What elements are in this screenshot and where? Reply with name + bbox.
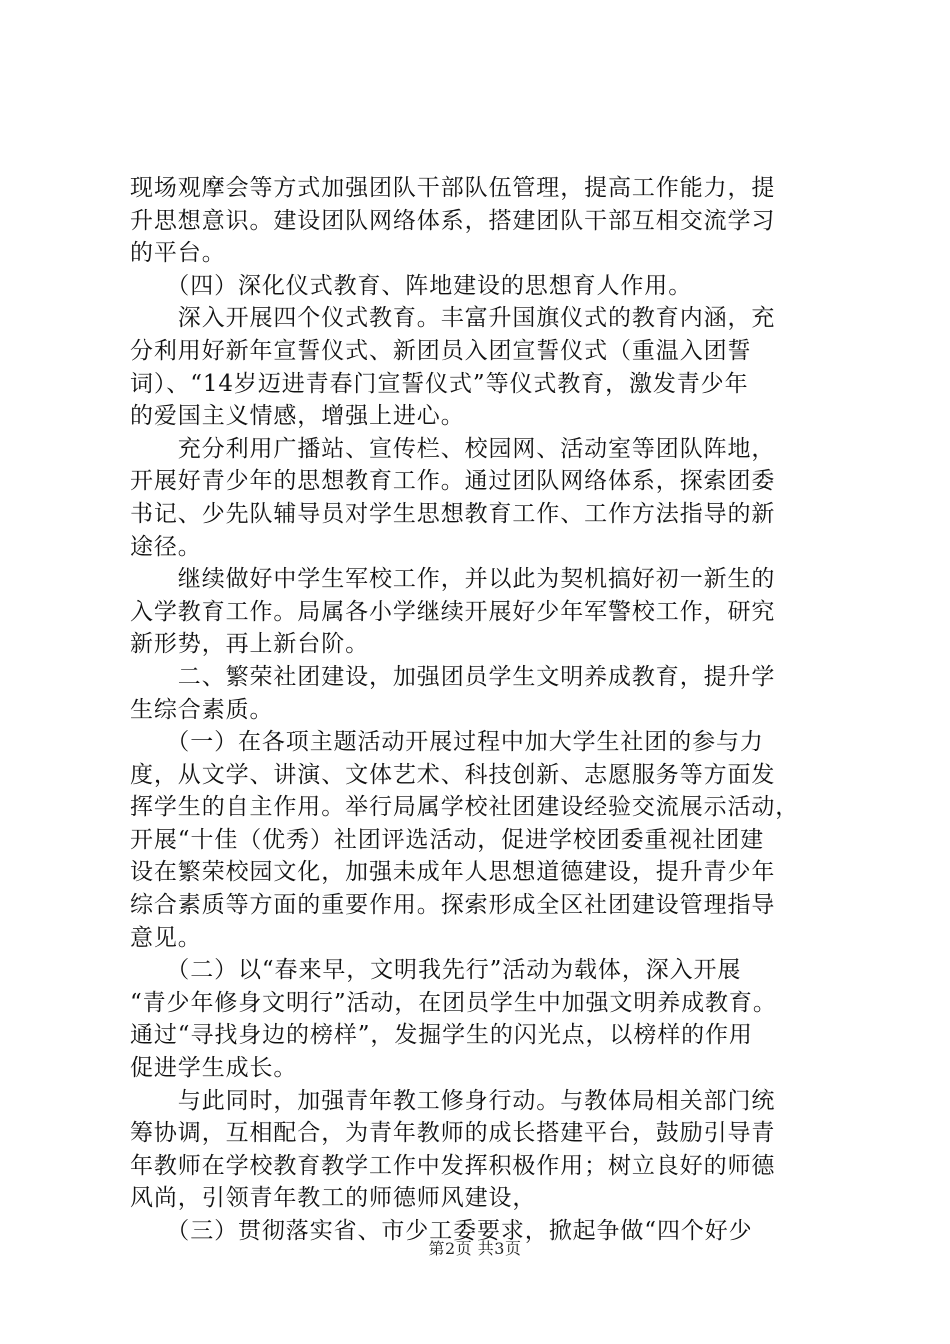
text-line: 途径。 [130, 533, 202, 560]
text-line: 现场观摩会等方式加强团队干部队伍管理，提高工作能力，提 [130, 175, 776, 201]
text-line: 升思想意识。建设团队网络体系，搭建团队干部互相交流学习 [130, 207, 776, 234]
text-line: 的平台。 [130, 240, 226, 267]
text-line: “青少年修身文明行”活动，在团员学生中加强文明养成教育。 [130, 989, 777, 1016]
text-line: 继续做好中学生军校工作，并以此为契机搞好初一新生的 [130, 566, 776, 593]
text-line: 与此同时，加强青年教工修身行动。与教体局相关部门统 [130, 1087, 776, 1114]
text-line: 促进学生成长。 [130, 1055, 298, 1082]
text-line: 通过“寻找身边的榜样”，发掘学生的闪光点，以榜样的作用 [130, 1022, 753, 1049]
text-line: 词）、“14岁迈进青春门宣誓仪式”等仪式教育，激发青少年 [130, 370, 749, 397]
text-line: 年教师在学校教育教学工作中发挥积极作用；树立良好的师德 [130, 1152, 776, 1179]
section-heading-2: 二、繁荣社团建设，加强团员学生文明养成教育，提升学 [130, 663, 776, 690]
text-line: 分利用好新年宣誓仪式、新团员入团宣誓仪式（重温入团誓 [130, 337, 752, 364]
document-body [130, 172, 830, 1248]
text-line: 书记、少先队辅导员对学生思想教育工作、工作方法指导的新 [130, 500, 776, 527]
text-line: 生综合素质。 [130, 696, 274, 723]
text-line: 开展“十佳（优秀）社团评选活动，促进学校团委重视社团建 [130, 826, 765, 853]
text-line: 的爱国主义情感，增强上进心。 [130, 403, 465, 430]
text-line: 综合素质等方面的重要作用。探索形成全区社团建设管理指导 [130, 892, 776, 919]
text-line: （三）贯彻落实省、市少工委要求，掀起争做“四个好少 [130, 1218, 753, 1244]
text-line: 设在繁荣校园文化，加强未成年人思想道德建设，提升青少年 [130, 859, 776, 886]
text-line: 入学教育工作。局属各小学继续开展好少年军警校工作，研究 [130, 598, 776, 625]
text-line: 深入开展四个仪式教育。丰富升国旗仪式的教育内涵，充 [130, 305, 776, 332]
text-line: 新形势，再上新台阶。 [130, 631, 369, 658]
text-line: 意见。 [130, 924, 202, 951]
section-heading-4: （四）深化仪式教育、阵地建设的思想育人作用。 [130, 272, 693, 299]
text-line: 开展好青少年的思想教育工作。通过团队网络体系，探索团委 [130, 468, 776, 495]
text-line: （一）在各项主题活动开展过程中加大学生社团的参与力 [130, 729, 764, 756]
text-line: 挥学生的自主作用。举行局属学校社团建设经验交流展示活动， [130, 794, 800, 821]
text-line: 充分利用广播站、宣传栏、校园网、活动室等团队阵地， [130, 435, 776, 462]
page-number-footer: 第2页 共3页 [428, 1239, 522, 1258]
text-line: 风尚，引领青年教工的师德师风建设， [130, 1185, 537, 1212]
text-line: 筹协调，互相配合，为青年教师的成长搭建平台，鼓励引导青 [130, 1120, 776, 1147]
text-line: 度，从文学、讲演、文体艺术、科技创新、志愿服务等方面发 [130, 761, 776, 788]
text-line: （二）以“春来早，文明我先行”活动为载体，深入开展 [130, 957, 742, 984]
